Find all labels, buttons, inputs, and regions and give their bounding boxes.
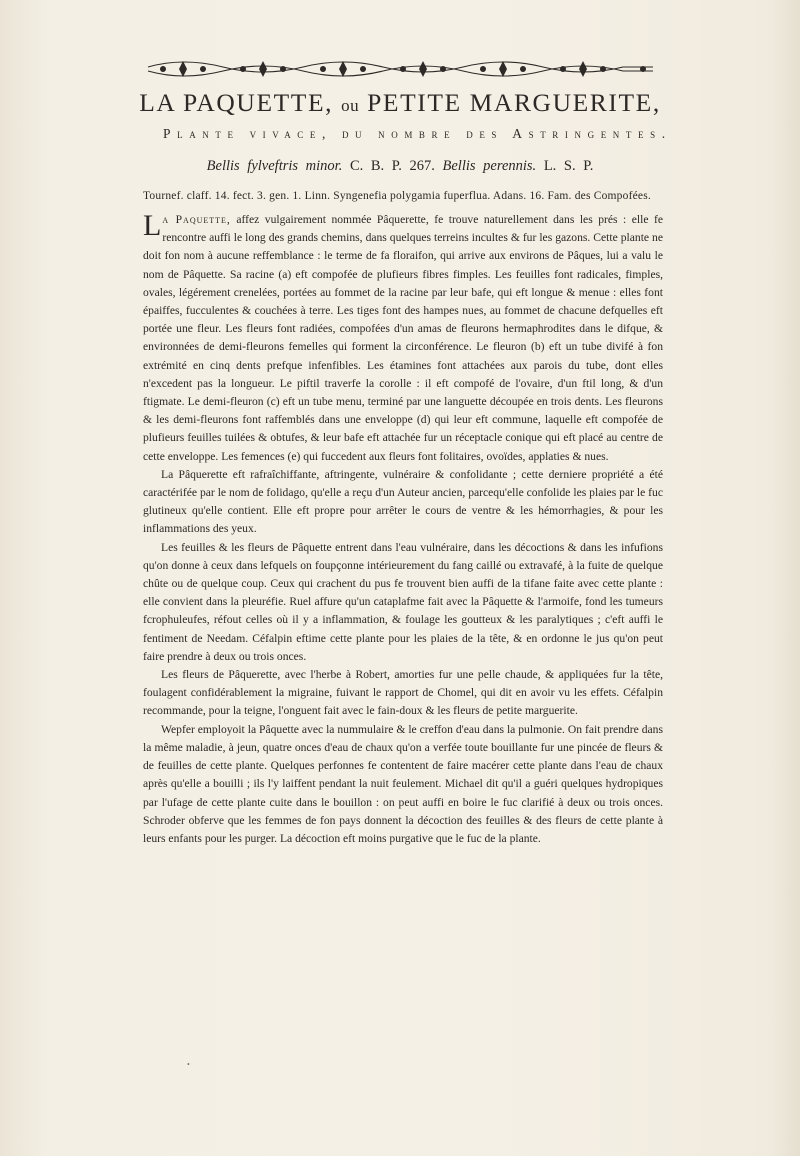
title-ou: ou [341, 96, 360, 115]
paragraph-5: Wepfer employoit la Pâquette avec la nummulaire & le creffon d'eau dans la pulmonie. On fait prendre dans la même maladie, à jeun, quatre onces d'eau de chaux qu'on a verfée toute bouillante fur une pincée de fleurs & de feuilles de cette plante. Quelques perfonnes fe contentent de faire macérer cette plante dans l'eau de chaux après qu'elle a bouilli ; ils l'y laiffent pendant la nuit feulement. Michael dit qu'il a guéri quelques hydropiques par l'ufage de cette plante cuite dans le bouillon : on peut auffi en boire le fuc clarifié à deux ou trois onces. Schroder obferve que les femmes de fon pays donnent la décoction des feuilles & des fleurs de cette plante à leurs enfants pour les purger. La décoction eft moins purgative que le fuc de la plante. [143, 722, 663, 845]
paragraph-1 [143, 211, 663, 466]
synonym-ref-2: L. S. P. [543, 158, 594, 174]
synonym-latin-2: Bellis perennis. [442, 158, 537, 174]
ornament-band-icon [143, 55, 658, 85]
paragraph-3: Les feuilles & les fleurs de Pâquette entrent dans l'eau vulnéraire, dans les décoctions & dans les infufions qu'on donne à ceux dans lefquels on foupçonne intérieurement du fang caillé ou extravafé, à la fuite de quelque chûte ou de quelque coup. Ceux qui crachent du pus fe trouvent bien auffi de la tifane faite avec cette plante : elle convient dans la pleuréfie. Ruel affure qu'un cataplafme fait avec la Pâquette & l'armoife, fond les tumeurs fcrophuleufes, réfout celles où il y a inflammation, & foulage les goutteux & les paralytiques ; c'eft auffi le fentiment de Needam. Céfalpin eftime cette plante pour les plaies de la tête, & en ordonne le jus qu'on peut faire prendre à deux ou trois onces. [143, 540, 663, 663]
paragraph-4: Les fleurs de Pâquerette, avec l'herbe à Robert, amorties fur une pelle chaude, & appliquées fur la tête, foulagent confidérablement la migraine, fuivant le rapport de Chomel, qui dit en avoir vu les effets. Céfalpin recommande, pour la teigne, l'onguent fait avec le fain-doux & les fleurs de petite marguerite. [143, 668, 663, 718]
paragraph-2: La Pâquerette eft rafraîchiffante, aftringente, vulnéraire & confolidante ; cette derniere propriété a été caractérifée par le nom de folidago, qu'elle a reçu d'un Auteur ancien, parcequ'elle confolide les plaies par le fuc glutineux qu'elle contient. Elle eft propre pour arrêter le cours de ventre & les hémorrhagies, & pour les inflammations des yeux. [143, 467, 663, 536]
synonym-latin-1: Bellis fylveftris minor. [206, 158, 343, 174]
stray-mark-icon: • [187, 1060, 190, 1069]
title-main: LA PAQUETTE, [139, 88, 334, 117]
classification-references: Tournef. claff. 14. fect. 3. gen. 1. Linn. Syngenefia polygamia fuperflua. Adans. 16. Fam. des Compofées. [143, 190, 651, 202]
paragraph-1-lead: a Paquette, [162, 213, 231, 226]
body-text [143, 211, 663, 848]
synonyms-line [0, 158, 800, 175]
title-rest: PETITE MARGUERITE, [367, 88, 661, 117]
page-title [0, 88, 800, 118]
synonym-ref-1: C. B. P. 267. [349, 158, 435, 174]
page-subtitle: Plante vivace, du nombre des Astringentes. [163, 126, 672, 141]
drop-cap: L [143, 209, 162, 242]
paragraph-1-text: affez vulgairement nommée Pâquerette, fe trouve naturellement dans les prés : elle fe rencontre auffi le long des grands chemins, dans quelques terreins incultes & fur les gazons. Cette plante ne doit fon nom à aucune reffemblance : le terme de fa floraifon, qui arrive aux environs de Pâques, lui a valu le nom de Pâquette. Sa racine (a) eft compofée de plufieurs fibres fimples. Les feuilles font radicales, fimples, ovales, légérement crenelées, portées au fommet de la racine par leur bafe, qui eft longue & menue : elles font épaiffes, fucculentes & couchées à terre. Les tiges font des hampes nues, au fommet de chacune defquelles eft portée une fleur. Les fleurs font radiées, compofées d'un amas de fleurons hermaphrodites dans le difque, & environnées de demi-fleurons femelles qui forment la circonférence. Le fleuron (b) eft un tube divifé à fon extrémité en cinq dents prefque infenfibles. Les étamines font attachées aux parois du tube, dont elles n'excedent pas la longueur. Le piftil traverfe la corolle : il eft compofé de l'ovaire, d'un ftil long, & d'un ftigmate. Le demi-fleuron (c) eft un tube menu, terminé par une languette découpée en trois dents. Les fleurons & les demi-fleurons font raffemblés dans une enveloppe (d) qui leur eft commune, laquelle eft compofée de plufieurs feuilles tuilées & obtufes, & leur bafe eft attachée fur un réceptacle conique qui eft placé au centre de cette enveloppe. Les femences (e) qui fuccedent aux fleurs font folitaires, ovoïdes, applaties & nues. [143, 213, 663, 463]
